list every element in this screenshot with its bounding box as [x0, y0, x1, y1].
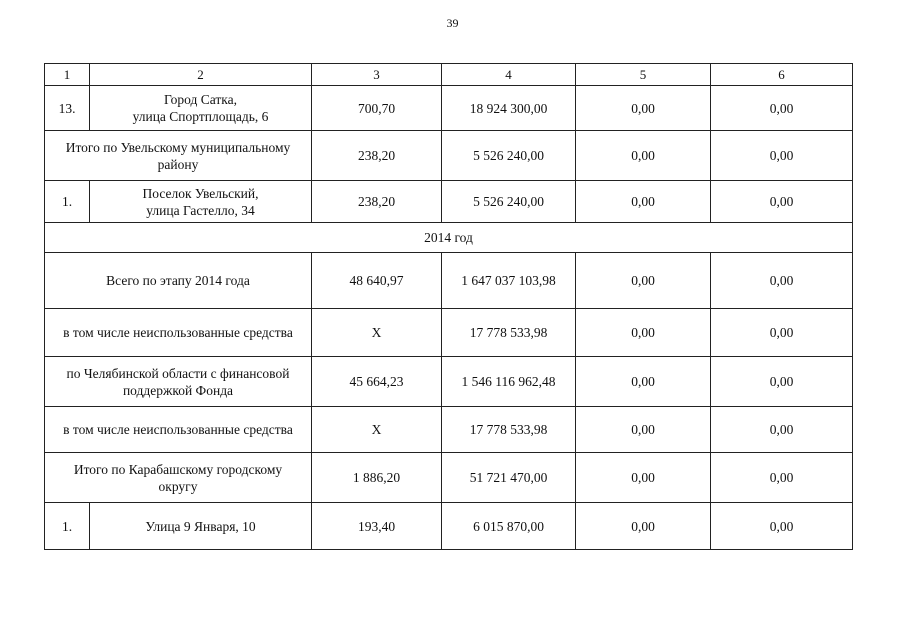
- cell-col6: 0,00: [711, 253, 853, 309]
- table-row-total: [45, 253, 853, 309]
- table-row-subtotal: [45, 309, 853, 357]
- row-number: 1.: [45, 503, 90, 550]
- row-name: [90, 181, 312, 223]
- section-header-row: [45, 223, 853, 253]
- cell-col6: 0,00: [711, 453, 853, 503]
- row-number: 13.: [45, 86, 90, 131]
- cell-col6: 0,00: [711, 407, 853, 453]
- row-name-line: Улица 9 Января, 10: [145, 518, 256, 534]
- data-table: [44, 63, 853, 550]
- cell-col4: 5 526 240,00: [442, 131, 576, 181]
- header-cell: 3: [312, 64, 442, 86]
- cell-col4: 6 015 870,00: [442, 503, 576, 550]
- cell-col5: 0,00: [576, 407, 711, 453]
- cell-col3: 238,20: [312, 181, 442, 223]
- cell-col5: 0,00: [576, 503, 711, 550]
- section-title: 2014 год: [45, 223, 853, 253]
- row-name-line: Всего по этапу 2014 года: [106, 273, 250, 288]
- row-name: [45, 309, 312, 357]
- cell-col4: 18 924 300,00: [442, 86, 576, 131]
- table-row-total: [45, 131, 853, 181]
- row-name: [90, 503, 312, 550]
- row-name-line: Поселок Увельский,: [142, 185, 259, 201]
- cell-col3: 700,70: [312, 86, 442, 131]
- cell-col3: 193,40: [312, 503, 442, 550]
- cell-col4: 5 526 240,00: [442, 181, 576, 223]
- cell-col5: 0,00: [576, 309, 711, 357]
- cell-col5: 0,00: [576, 131, 711, 181]
- cell-col5: 0,00: [576, 253, 711, 309]
- table-row-subtotal: [45, 407, 853, 453]
- cell-col6: 0,00: [711, 86, 853, 131]
- header-cell: 6: [711, 64, 853, 86]
- header-cell: 1: [45, 64, 90, 86]
- table-row-total: [45, 453, 853, 503]
- cell-col3: 48 640,97: [312, 253, 442, 309]
- cell-col5: 0,00: [576, 357, 711, 407]
- cell-col3: 45 664,23: [312, 357, 442, 407]
- cell-col6: 0,00: [711, 357, 853, 407]
- cell-col4: 17 778 533,98: [442, 407, 576, 453]
- cell-col4: 51 721 470,00: [442, 453, 576, 503]
- cell-col4: 1 546 116 962,48: [442, 357, 576, 407]
- row-number: 1.: [45, 181, 90, 223]
- row-name-line: округу: [158, 478, 198, 494]
- table-row-total: [45, 357, 853, 407]
- page-number: 39: [446, 16, 459, 30]
- row-name: [45, 357, 312, 407]
- row-name-line: поддержкой Фонда: [122, 382, 234, 398]
- row-name-line: Итого по Карабашскому городскому: [73, 461, 283, 477]
- row-name-line: по Челябинской области с финансовой: [66, 365, 290, 381]
- cell-col3: 1 886,20: [312, 453, 442, 503]
- cell-col6: 0,00: [711, 309, 853, 357]
- cell-col5: 0,00: [576, 181, 711, 223]
- cell-col4: 1 647 037 103,98: [442, 253, 576, 309]
- cell-col6: 0,00: [711, 503, 853, 550]
- table-row: [45, 181, 853, 223]
- row-name-line: Город Сатка,: [164, 92, 237, 107]
- table-row: [45, 503, 853, 550]
- table-row: [45, 86, 853, 131]
- cell-col6: 0,00: [711, 181, 853, 223]
- row-name-line: в том числе неиспользованные средства: [63, 325, 293, 340]
- row-name-line: в том числе неиспользованные средства: [63, 422, 293, 437]
- cell-col3: 238,20: [312, 131, 442, 181]
- table-header-row: [45, 64, 853, 86]
- row-name-line: Итого по Увельскому муниципальному: [65, 139, 291, 155]
- row-name: [45, 131, 312, 181]
- header-cell: 2: [90, 64, 312, 86]
- cell-col5: 0,00: [576, 86, 711, 131]
- row-name: [45, 453, 312, 503]
- cell-col3: Х: [312, 309, 442, 357]
- cell-col6: 0,00: [711, 131, 853, 181]
- row-name: [45, 253, 312, 309]
- cell-col4: 17 778 533,98: [442, 309, 576, 357]
- cell-col3: Х: [312, 407, 442, 453]
- header-cell: 4: [442, 64, 576, 86]
- row-name: [90, 86, 312, 131]
- row-name-line: улица Гастелло, 34: [146, 202, 255, 218]
- row-name: [45, 407, 312, 453]
- row-name-line: району: [157, 156, 199, 172]
- header-cell: 5: [576, 64, 711, 86]
- cell-col5: 0,00: [576, 453, 711, 503]
- row-name-line: улица Спортплощадь, 6: [132, 109, 269, 124]
